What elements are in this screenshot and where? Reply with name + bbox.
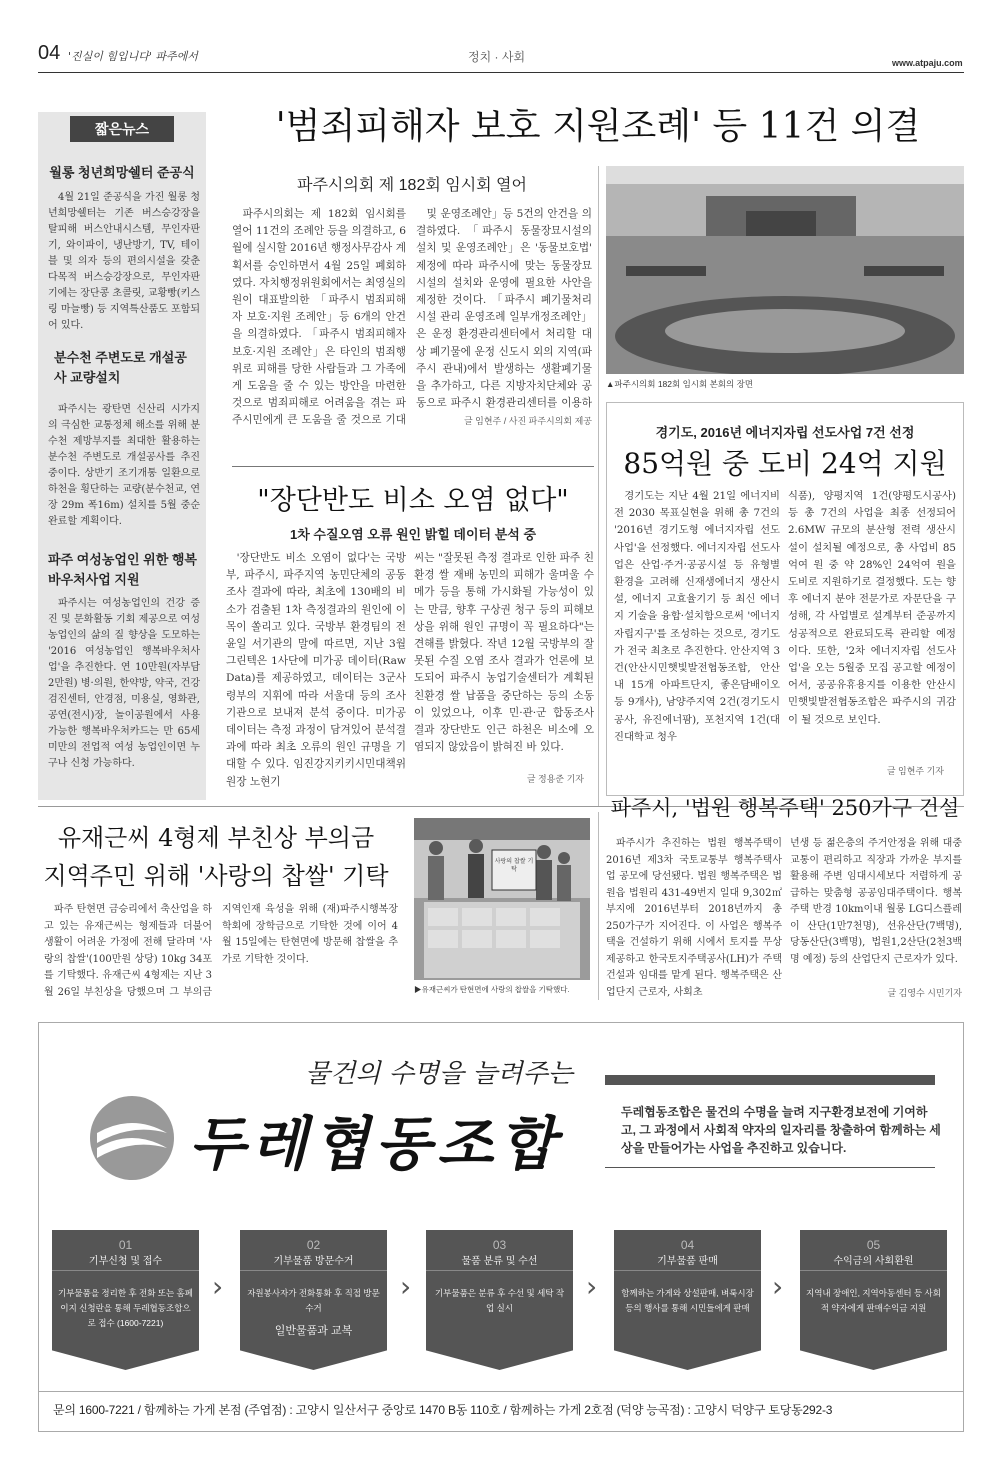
short-news-sidebar (38, 112, 206, 800)
sidebar-item-text: 파주시는 여성농업인의 건강 증진 및 문화활동 기회 제공으로 여성농업인의 삶의 질 향상을 도모하는 '2016 여성농업인 행복바우처사업'을 추진한다. 연 10만원(자부담 2만원) 병·의원, 한약방, 약국, 건강검진센터, 안경점, 미용실, 영화관, 공연(전시)장, 놀이공원에서 사용가능한 행복바우처카드는 만 65세 미만의 전업적 여성 농업인이면 누구나 신청 가능하다. (48, 598, 200, 769)
article4-headline: 파주시, '법원 행복주택' 250가구 건설 (610, 796, 960, 820)
article5-col1: 파주 탄현면 금승리에서 축산업을 하고 있는 유재근씨는 형제들과 더불어 생활이 어려운 가정에 전해 달라며 '사랑의 찹쌀'(100만원 상당) 10kg 34포를 기탁했다. 유재근씨 4형제는 지난 3월 26일 부친상을 당했으며 그 부의금 (44, 904, 212, 998)
article3-credit: 글 임현주 기자 (886, 766, 944, 776)
article5-headline-1: 유재근씨 4형제 부친상 부의금 (57, 824, 375, 852)
article5-col2: 지역인재 육성을 위해 (재)파주시행복장학회에 장학금으로 기탁한 것에 이어 4월 15일에는 탄현면에 방문해 찹쌀을 추가로 기탁한 것이다. (222, 904, 398, 965)
article3-col2: 식품), 양평지역 1건(양평도시공사) 등 총 7건의 사업을 최종 선정되어 2.6MW 규모의 분산형 전력 생산시설이 설치될 예정으로, 총 사업비 85억여 원 중 약 28%인 24억여 원을 도비로 지원하기로 결정했다. 도는 향후 에너지 분야 전문가로 자문단을 구성해, 각 사업별로 설계부터 준공까지 성공적으로 완료되도록 관리할 예정이다. 또한, '2차 에너지자립 선도사업'을 오는 5월중 모집 공고할 예정이어서, 공공유휴용지를 이용한 안산시민햇빛발전협동조합은 파주시의 귀감이 될 것으로 보인다. (788, 490, 956, 726)
ad-footer-rule (39, 1391, 963, 1392)
article4-col2: 년생 등 젊은층의 주거안정을 위해 대중교통이 편리하고 직장과 가까운 부지를 활용해 주변 임대시세보다 저렴하게 공급하는 맞춤형 공공임대주택이다. 행복주택 반경 10km이내 월롱 LG디스플레이 산단(1만7천명), 선유산단(7백명), 당동산단(3백명), 법원1,2산단(2천3백명 예정) 등의 산업단지 근로자가 있다. (790, 838, 962, 965)
step-desc: 지역내 장애인, 지역아동센터 등 사회적 약자에게 판매수익금 지원 (806, 1288, 941, 1313)
article3-kicker: 경기도, 2016년 에너지자립 선도사업 7건 선정 (655, 425, 915, 440)
chevron-right-icon: › (772, 1270, 784, 1303)
header-rule (38, 72, 964, 73)
rice-donation-photo (414, 818, 590, 980)
step-desc: 기부물품을 정리한 후 전화 또는 홈페이지 신청란을 통해 두레협동조합으로 접수 (1600-7221) (58, 1288, 193, 1328)
step-divider (52, 1270, 199, 1271)
article5-headline-2: 지역주민 위해 '사랑의 찹쌀' 기탁 (43, 862, 389, 890)
section-label: 정치 · 사회 (468, 50, 526, 64)
council-meeting-photo (606, 166, 964, 374)
step-title: 기부신청 및 접수 (88, 1256, 163, 1267)
dure-coop-ad (38, 1022, 964, 1432)
step-number: 05 (866, 1238, 881, 1252)
process-step (614, 1230, 761, 1370)
process-step (240, 1230, 387, 1370)
header-slogan: '진실이 힘입니다' 파주에서 (68, 50, 198, 63)
sidebar-item-title: 파주 여성농업인 위한 행복바우처사업 지원 (48, 552, 197, 587)
ad-tagline: 물건의 수명을 늘려주는 (305, 1059, 573, 1089)
ad-description: 두레협동조합은 물건의 수명을 늘려 지구환경보전에 기여하고, 그 과정에서 사회적 약자의 일자리를 창출하여 함께하는 세상을 만들어가는 사업을 추진하고 있습니다. (621, 1105, 941, 1155)
article1-credit: 글 임현주 / 사진 파주시의회 제공 (463, 416, 592, 426)
article2-headline: "장단반도 비소 오염 없다" (257, 485, 569, 516)
article4-credit: 글 김영수 시민기자 (887, 988, 962, 998)
sidebar-item-text: 4월 21일 준공식을 가진 월롱 청년희망쉘터는 기존 버스승강장을 탈피해 버스안내시스템, 무인자판기, 와이파이, 냉난방기, TV, 테이블 및 의자 등의 편의시설을 갖춘 다목적 버스승강장으로, 무인자판기에는 장단콩 초콜릿, 교황빵(키스링 마늘빵) 등 지역특산품도 포함되어 있다. (48, 192, 200, 331)
step-divider (800, 1270, 947, 1271)
page-number: 04 (38, 42, 61, 64)
ad-desc-rule (605, 1075, 935, 1085)
article3-col1: 경기도는 지난 4월 21일 에너지비전 2030 목표실현을 위해 총 7건의 '2016년 경기도형 에너지자립 선도사업'을 선정했다. 에너지자립 선도사업은 산업·주거·공공시설 등 유형별 환경을 고려해 신재생에너지 생산시설, 에너지 고효율기기 등 최신 에너지 기술을 융합·설치함으로써 '에너지 자립지구'를 조성하는 것으로, 경기도가 전국 최초로 추진한다. 안산지역 3건(안산시민햇빛발전협동조합, 안산 내 15개 아파트단지, 좋은담배이오 등 9개사), 남양주지역 2건(경기도시공사, 유진에너팜), 포천지역 1건(대진대학교 청우 (614, 490, 780, 743)
step-desc: 함께하는 가게와 상설판매, 벼룩시장 등의 행사를 통해 시민들에게 판매 (621, 1288, 754, 1313)
step-divider (240, 1270, 387, 1271)
process-step (52, 1230, 199, 1370)
article1-headline: '범죄피해자 보호 지원조례' 등 11건 의결 (275, 106, 921, 147)
step-number: 04 (680, 1238, 695, 1252)
short-news-label: 짧은뉴스 (70, 116, 174, 142)
divider (598, 812, 599, 1000)
step-title: 기부물품 판매 (657, 1256, 718, 1267)
process-step (426, 1230, 573, 1370)
article3-headline: 85억원 중 도비 24억 지원 (623, 447, 947, 480)
step-number: 01 (118, 1238, 133, 1252)
site-url[interactable]: www.atpaju.com (892, 58, 963, 68)
step-title: 수익금의 사회환원 (833, 1256, 914, 1267)
step-highlight: 일반물품과 교복 (274, 1325, 353, 1337)
council-photo-caption: ▲파주시의회 182회 임시회 본회의 장면 (606, 379, 753, 389)
council-chamber-image (606, 166, 964, 374)
chevron-right-icon: › (400, 1270, 412, 1303)
step-number: 03 (492, 1238, 507, 1252)
step-title: 물품 분류 및 수선 (461, 1256, 538, 1267)
rice-photo-caption: ▶유재근씨가 탄현면에 사랑의 찹쌀을 기탁했다. (414, 985, 570, 994)
ad-desc-rule-bottom (605, 1167, 935, 1168)
step-number: 02 (306, 1238, 321, 1252)
article1-subhead: 파주시의회 제 182회 임시회 열어 (297, 177, 527, 194)
rice-donation-image (414, 818, 590, 980)
article1-col2: 및 운영조례안」등 5건의 안건을 의결하였다. 「파주시 동물장묘시설의 설치 및 운영조례안」은 '동물보호법' 제정에 따라 파주시에 맞는 동물장묘시설의 설치와 운영에 필요한 사안을 제정한 것이다. 「파주시 폐기물처리시설 관리 운영조례 일부개정조례안」은 운정 환경관리센터에서 처리할 대상 폐기물에 운정 신도시 외의 지역(파주시 관내)에서 발생하는 생활폐기물을 추가하고, 다른 지방자치단체와 공동으로 파주시 환경관리센터를 이용하 (416, 208, 592, 410)
ad-coop-name: 두레협동조합 (189, 1110, 562, 1178)
step-divider (426, 1270, 573, 1271)
sidebar-item-text: 파주시는 광탄면 신산리 시가지의 극심한 교통정체 해소를 위해 분수천 제방부지를 최대한 활용하는 분수천 주변도로 개설공사를 추진중이다. 상반기 조기개통 일환으로 하천을 횡단하는 교량(분수천교, 연장 29m 폭16m) 설치를 5월 중순 완료할 계획이다. (48, 404, 200, 527)
sidebar-item-title: 월롱 청년희망쉘터 준공식 (49, 165, 195, 180)
coop-logo-icon (87, 1093, 177, 1183)
step-desc: 기부물품은 분류 후 수선 및 세탁 작업 실시 (434, 1288, 565, 1313)
article4-col1: 파주시가 추진하는 법원 행복주택이 2016년 제3차 국토교통부 행복주택사업 공모에 당선됐다. 법원 행복주택은 법원읍 법원리 431-49번지 일대 9,302㎡부지에 2016년부터 2018년까지 총 250가구가 지어진다. 이 사업은 행복주택을 건설하기 위해 시에서 토지를 무상제공하고 한국토지주택공사(LH)가 주택건설과 임대를 맡게 된다. 행복주택은 산업단지 근로자, 사회초 (606, 838, 782, 998)
article1-col1: 파주시의회는 제 182회 임시회를 열어 11건의 조례안 등을 의결하고, 6월에 실시할 2016년 행정사무감사 계획서를 승인하면서 4월 25일 폐회하였다. 자치행정위원회에서는 최영실의원이 대표발의한 「파주시 범죄피해자 보호·지원 조례안」등 6개의 안건을 의결하였다. 「파주시 범죄피해자 보호·지원 조례안」은 타인의 범죄행위로 피해를 당한 사람들과 그 가족에게 도움을 줄 수 있는 방안을 마련한 것으로 범죄피해로 어려움을 겪는 파주시민에게 큰 도움을 줄 것으로 기대 (232, 208, 406, 426)
step-title: 기부물품 방문수거 (273, 1256, 354, 1267)
sidebar-item-title: 분수천 주변도로 개설공사 교량설치 (54, 350, 187, 385)
chevron-right-icon: › (212, 1270, 224, 1303)
ad-contact-footer: 문의 1600-7221 / 함께하는 가게 본점 (주엽점) : 고양시 일산서구 중앙로 1470 B동 110호 / 함께하는 가게 2호점 (덕양 능곡점) : 고양시 덕양구 토당동292-3 (53, 1403, 833, 1417)
step-divider (614, 1270, 761, 1271)
divider (232, 466, 594, 467)
process-step (800, 1230, 947, 1370)
article2-subhead: 1차 수질오염 오류 원인 밝힐 데이터 분석 중 (290, 527, 536, 542)
rice-banner-text: 사랑의 찹쌀 기탁 (494, 858, 534, 873)
chevron-right-icon: › (586, 1270, 598, 1303)
article2-col1: '장단반도 비소 오염이 없다'는 국방부, 파주시, 파주지역 농민단체의 공동조사 결과에 따라, 최초에 130배의 비소가 검출된 1차 측정결과의 원인에 이목이 쏠리고 있다. 국방부 환경팀의 전윤일 서기관의 말에 따르면, 지난 3월 그린텍은 1사단에 미가공 데이터(Raw Data)를 제공하였고, 데이터는 3군사령부의 지휘에 따라 서울대 등의 조사기관으로 보내져 분석 중이다. 미가공 데이터는 측정 과정이 담겨있어 분석결과에 따라 최초 오류의 원인 규명을 기대할 수 있다. 임진강지키키시민대책위원장 노현기 (226, 552, 406, 788)
divider (598, 166, 599, 806)
article2-col2: 씨는 "잘못된 측정 결과로 인한 파주 친환경 쌀 재배 농민의 피해가 울며울 수 메가 등을 통해 가시화될 가능성이 있는 만큼, 향후 구상권 청구 등의 피해보상을 위해 원인 규명이 꼭 필요하다"는 견해를 밝혔다. 작년 12월 국방부의 잘못된 수질 오염 조사 결과가 언론에 보도되어 파주시 농업기술센터가 계획된 친환경 쌀 납품을 중단하는 등의 소동이 있었으나, 이후 민·관·군 합동조사 결과 장단반도 인근 하천은 비소에 오염되지 않았음이 밝혀진 바 있다. (414, 552, 594, 754)
step-desc: 자원봉사자가 전화통화 후 직접 방문 수거 (247, 1288, 380, 1313)
article2-credit: 글 정용준 기자 (526, 774, 584, 784)
